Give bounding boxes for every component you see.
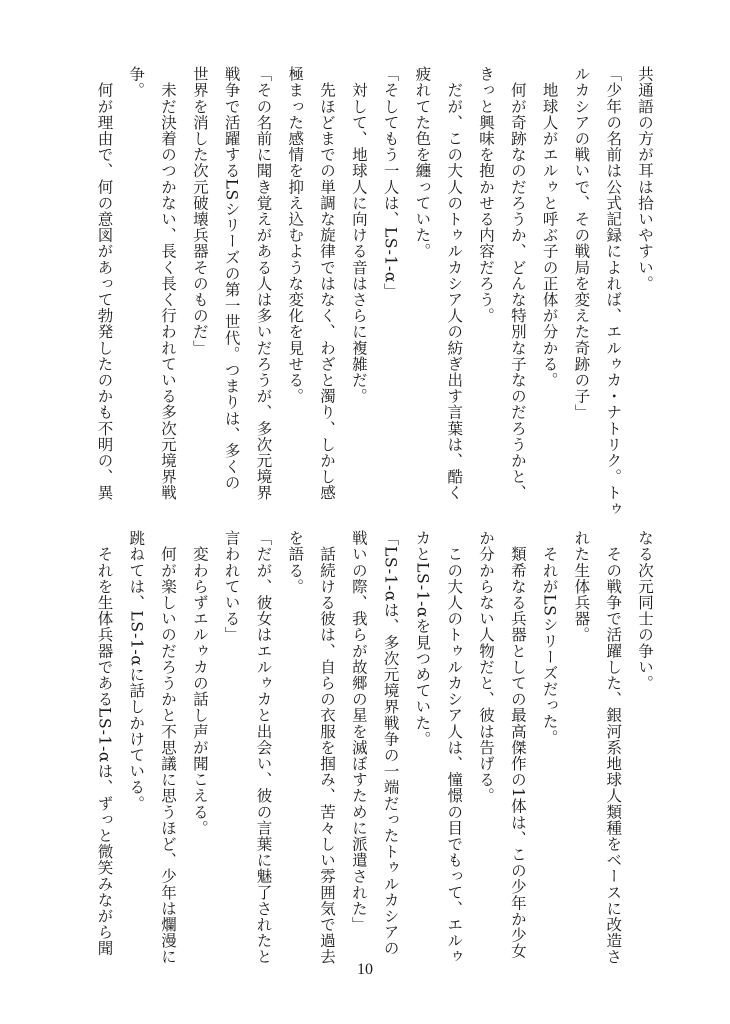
text-line: か分からない人物だと、彼は告げる。 — [477, 530, 496, 804]
text-line: なる次元同士の争い。 — [636, 530, 654, 691]
text-line: 変わらずエルゥカの話し声が聞こえる。 — [190, 530, 209, 836]
page-number: 10 — [357, 961, 373, 978]
text-line: 「だが、彼女はエルゥカと出会い、彼の言葉に魅了されたと — [254, 530, 273, 965]
text-line: 未だ決着のつかない、長く長く行われている多次元境界戦 — [159, 66, 178, 501]
text-line: その戦争で活躍した、銀河系地球人類種をベースに改造さ — [604, 530, 623, 965]
text-line: を語る。 — [286, 530, 305, 595]
text-line: 対して、地球人に向ける音はさらに複雑だ。 — [349, 66, 368, 405]
text-line: それを生体兵器であるLS-1-αは、ずっと微笑みながら聞 — [95, 530, 114, 957]
text-line: カとLS-1-αを見つめていた。 — [413, 530, 432, 747]
text-line: 「そしてもう一人は、LS-1-α」 — [381, 66, 400, 299]
text-line: 世界を消した次元破壊兵器そのものだ」 — [190, 66, 209, 356]
text-line: きっと興味を抱かせる内容だろう。 — [477, 66, 496, 324]
text-line: 共通語の方が耳は拾いやすい。 — [636, 66, 654, 292]
text-line: 類希なる兵器としての最高傑作の1体は、この少年か少女 — [508, 530, 527, 960]
text-line: 「その名前に聞き覚えがある人は多いだろうが、多次元境界 — [254, 66, 273, 501]
text-line: 極まった感情を抑え込むような変化を見せる。 — [286, 66, 305, 405]
text-line: 地球人がエルゥと呼ぶ子の正体が分かる。 — [540, 66, 559, 388]
text-line: 戦争で活躍するLSシリーズの第一世代。つまりは、多くの — [222, 66, 241, 491]
text-line: この大人のトゥルカシア人は、憧憬の目でもって、エルゥ — [445, 530, 464, 965]
text-line: 跳ねては、LS-1-αに話しかけている。 — [127, 530, 146, 812]
text-block-top — [88, 66, 660, 517]
text-line: 先ほどまでの単調な旋律ではなく、わざと濁り、しかし感 — [318, 66, 337, 501]
text-line: 何が楽しいのだろうかと不思議に思うほど、少年は爛漫に — [159, 530, 178, 965]
text-line: だが、この大人のトゥルカシア人の紡ぎ出す言葉は、酷く — [445, 66, 464, 501]
text-line: 何が奇跡なのだろうか、どんな特別な子なのだろうかと、 — [508, 66, 527, 501]
text-line: 言われている」 — [222, 530, 241, 643]
text-line: れた生体兵器。 — [572, 530, 591, 643]
text-line: 疲れてた色を纏っていた。 — [413, 66, 432, 260]
text-block-bottom — [88, 530, 660, 965]
text-line: それがLSシリーズだった。 — [540, 530, 559, 746]
text-line: 何が理由で、何の意図があって勃発したのかも不明の、異 — [95, 66, 114, 501]
text-line: 戦いの際、我らが故郷の星を滅ぼすために派遣された」 — [349, 530, 368, 933]
text-line: 争。 — [127, 66, 146, 99]
text-line: 「LS-1-αは、多次元境界戦争の一端だったトゥルカシアの — [381, 530, 400, 957]
text-line: 話続ける彼は、自らの衣服を掴み、苦々しい雰囲気で過去 — [318, 530, 337, 965]
text-line: 「少年の名前は公式記録によれば、エルゥカ・ナトリク。トゥ — [604, 66, 623, 517]
text-line: ルカシアの戦いで、その戦局を変えた奇跡の子」 — [572, 66, 591, 421]
